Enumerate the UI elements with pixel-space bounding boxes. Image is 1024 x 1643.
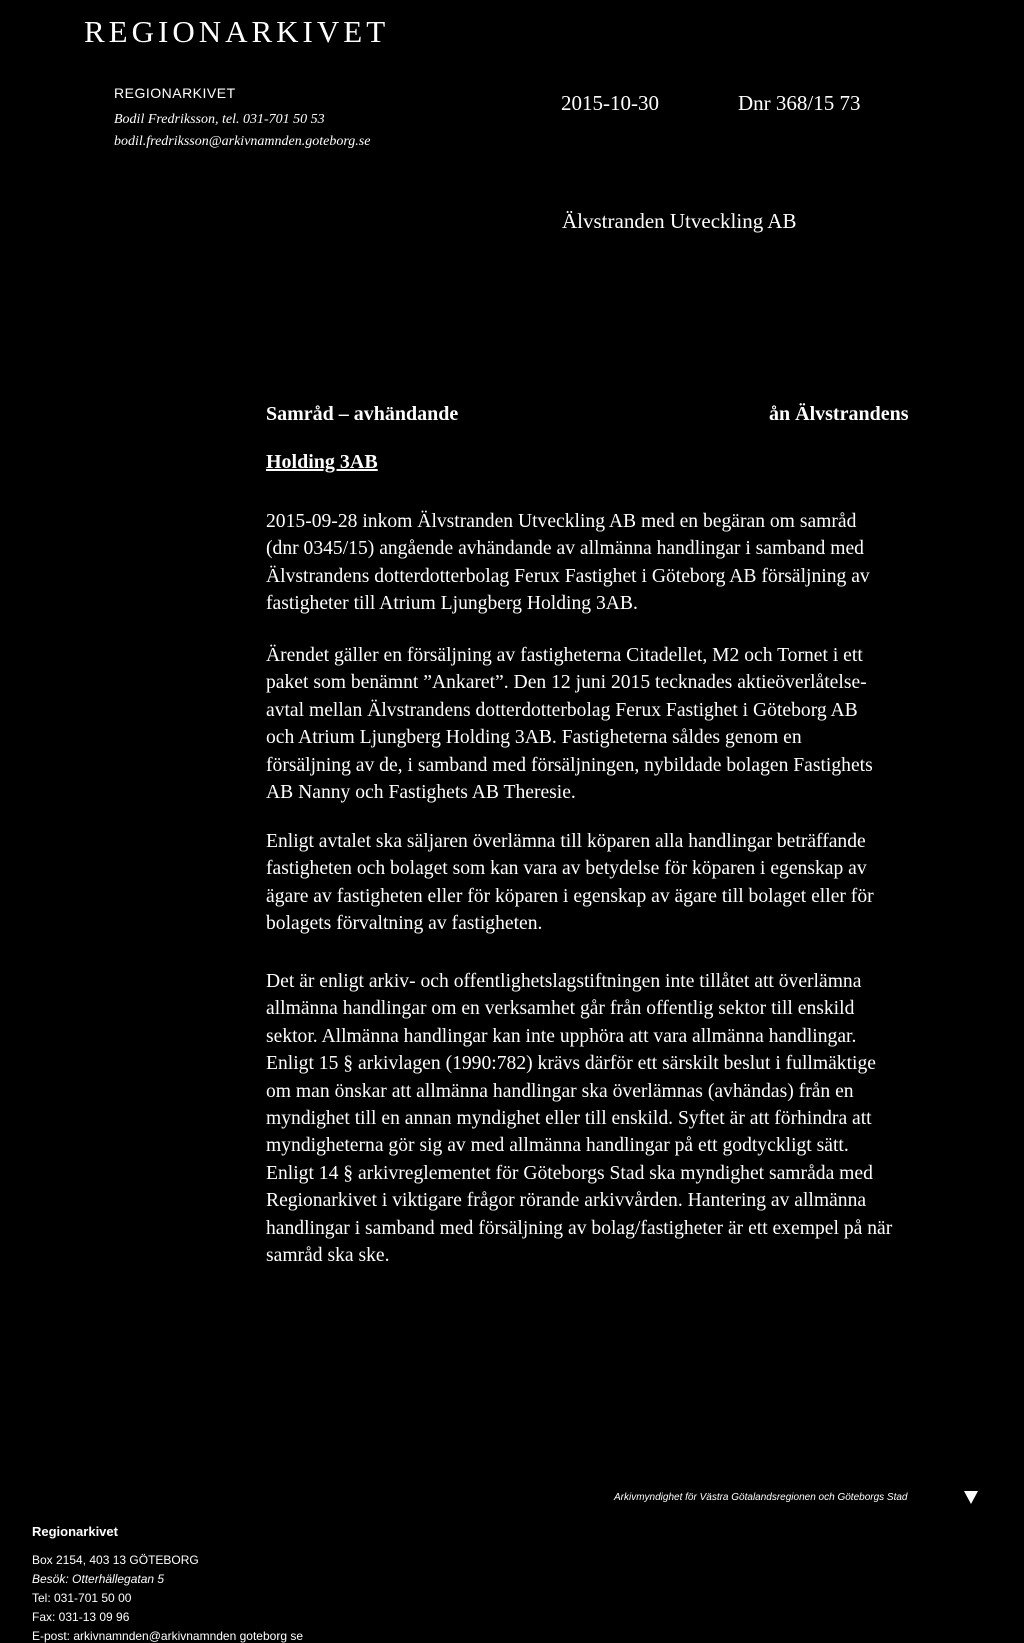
sender-email: bodil.fredriksson@arkivnamnden.goteborg.se: [114, 134, 371, 149]
footer-fax: Fax: 031-13 09 96: [32, 1610, 130, 1624]
text-line: om man önskar att allmänna handlingar ska överlämnas (avhändas) från en: [266, 1080, 854, 1102]
text-line: paket som benämnt ”Ankaret”. Den 12 juni 2015 tecknades aktieöverlåtelse-: [266, 672, 867, 694]
paragraph-agreement: [266, 828, 1014, 938]
text-line: sektor. Allmänna handlingar kan inte upphöra att vara allmänna handlingar.: [266, 1025, 857, 1047]
sender-name-phone: Bodil Fredriksson, tel. 031-701 50 53: [114, 112, 325, 127]
paragraph-request: [266, 508, 1014, 618]
footer-organization: Regionarkivet: [32, 1524, 118, 1539]
footer-email: E-post: arkivnamnden@arkivnamnden goteborg se: [32, 1629, 303, 1643]
text-line: myndighet till en annan myndighet eller till enskild. Syftet är att förhindra att: [266, 1108, 872, 1130]
text-line: fastigheter till Atrium Ljungberg Holding 3AB.: [266, 593, 638, 615]
text-line: Enligt 14 § arkivreglementet för Göteborgs Stad ska myndighet samråda med: [266, 1162, 873, 1184]
text-line: AB Nanny och Fastighets AB Theresie.: [266, 782, 576, 804]
footer-address: Box 2154, 403 13 GÖTEBORG: [32, 1553, 199, 1567]
text-line: bolagets förvaltning av fastigheten.: [266, 913, 543, 935]
text-line: ägare av fastigheten eller för köparen i egenskap av ägare till bolaget eller för: [266, 885, 874, 907]
footer-phone: Tel: 031-701 50 00: [32, 1591, 132, 1605]
text-line: handlingar i samband med försäljning av bolag/fastigheter är ett exempel på när: [266, 1217, 893, 1239]
sender-organization: REGIONARKIVET: [114, 85, 236, 101]
text-line: (dnr 0345/15) angående avhändande av allmänna handlingar i samband med: [266, 538, 864, 560]
text-line: 2015-09-28 inkom Älvstranden Utveckling AB med en begäran om samråd: [266, 511, 857, 532]
text-line: myndigheterna gör sig av med allmänna handlingar på ett godtyckligt sätt.: [266, 1135, 849, 1157]
text-line: Enligt avtalet ska säljaren överlämna till köparen alla handlingar beträffande: [266, 831, 866, 852]
subject-heading-part-3: Holding 3AB: [266, 451, 378, 473]
subject-heading-part-1: Samråd – avhändande: [266, 403, 459, 425]
recipient-name: Älvstranden Utveckling AB: [562, 209, 797, 233]
text-line: allmänna handlingar om en verksamhet går från offentlig sektor till enskild: [266, 998, 855, 1020]
text-line: Regionarkivet i viktigare frågor rörande arkivvården. Hantering av allmänna: [266, 1190, 867, 1212]
text-line: fastigheten och bolaget som kan vara av betydelse för köparen i egenskap av: [266, 858, 867, 880]
document-date: 2015-10-30: [561, 91, 659, 115]
text-line: Det är enligt arkiv- och offentlighetslagstiftningen inte tillåtet att överlämna: [266, 971, 862, 992]
v-triangle-logo-icon: [964, 1491, 978, 1504]
footer-visit-address: Besök: Otterhällegatan 5: [32, 1572, 165, 1586]
text-line: Enligt 15 § arkivlagen (1990:782) krävs därför ett särskilt beslut i fullmäktige: [266, 1053, 876, 1075]
text-line: försäljning av de, i samband med försäljningen, nybildade bolagen Fastighets: [266, 754, 873, 776]
paragraph-legal-basis: [266, 968, 1014, 1269]
text-line: och Atrium Ljungberg Holding 3AB. Fastigheterna såldes genom en: [266, 727, 802, 749]
text-line: samråd ska ske.: [266, 1245, 390, 1267]
document-reference-number: Dnr 368/15 73: [738, 91, 861, 115]
text-line: Ärendet gäller en försäljning av fastigheterna Citadellet, M2 och Tornet i ett: [266, 645, 863, 666]
text-line: Älvstrandens dotterdotterbolag Ferux Fastighet i Göteborg AB försäljning av: [266, 565, 870, 587]
paragraph-case-description: [266, 642, 1014, 806]
footer-tagline: Arkivmyndighet för Västra Götalandsregionen och Göteborgs Stad: [614, 1492, 908, 1503]
text-line: avtal mellan Älvstrandens dotterdotterbolag Ferux Fastighet i Göteborg AB: [266, 699, 858, 721]
subject-heading-part-2: ån Älvstrandens: [769, 403, 909, 425]
letterhead-brand: REGIONARKIVET: [84, 14, 390, 49]
